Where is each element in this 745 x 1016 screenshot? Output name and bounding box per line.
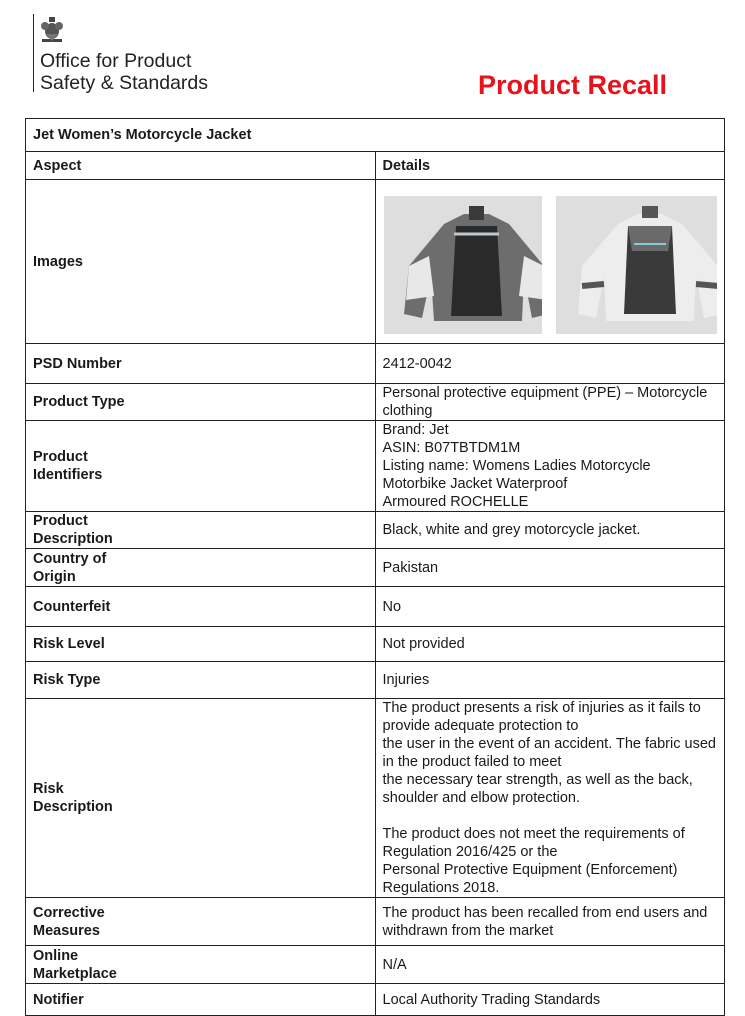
label-line: Country of (33, 550, 107, 567)
organisation-name-line1: Office for Product (40, 50, 192, 72)
product-identifiers-row (26, 421, 725, 512)
psd-number-row (26, 344, 725, 384)
recall-heading: Product Recall (478, 70, 668, 100)
label-line: Description (33, 531, 113, 547)
label-line: Online (33, 947, 79, 964)
jacket-front-photo (384, 196, 542, 334)
paragraph-gap (383, 807, 718, 825)
label-line: Origin (33, 568, 76, 585)
risk-paragraph-line: the user in the event of an accident. The fabric used in the product failed to meet (382, 736, 716, 770)
risk-level-label: Risk Level (26, 627, 376, 662)
royal-crest-icon (38, 14, 66, 44)
country-of-origin-value: Pakistan (375, 549, 725, 587)
product-type-value: Personal protective equipment (PPE) – Motorcycle clothing (375, 384, 725, 421)
images-cell (375, 180, 725, 344)
risk-paragraph-line: the necessary tear strength, as well as the back, shoulder and elbow protection. (382, 772, 693, 806)
identifier-listing-name-cont: Armoured ROCHELLE (382, 494, 529, 510)
organisation-name-line2: Safety & Standards (40, 72, 209, 94)
corrective-measures-label (26, 898, 376, 946)
risk-type-label: Risk Type (26, 662, 376, 699)
risk-description-row (26, 699, 725, 898)
jacket-back-photo (556, 196, 717, 334)
risk-description-label (26, 699, 376, 898)
label-line: Description (33, 799, 113, 815)
counterfeit-row (26, 587, 725, 627)
product-identifiers-label (26, 421, 376, 512)
header-divider (33, 14, 34, 92)
country-of-origin-label (26, 549, 376, 587)
notifier-value: Local Authority Trading Standards (375, 984, 725, 1016)
online-marketplace-label (26, 946, 376, 984)
column-header-details: Details (375, 152, 725, 180)
identifier-listing-name: Listing name: Womens Ladies Motorcycle Motorbike Jacket Waterproof (382, 458, 651, 492)
risk-paragraph-line: Personal Protective Equipment (Enforcement) Regulations 2018. (382, 862, 678, 896)
identifier-brand: Brand: Jet (382, 422, 449, 438)
risk-description-value (375, 699, 725, 898)
label-line: Risk (33, 781, 64, 797)
risk-type-value: Injuries (375, 662, 725, 699)
notifier-row (26, 984, 725, 1016)
risk-paragraph-line: The product does not meet the requirements of Regulation 2016/425 or the (382, 826, 685, 860)
risk-level-row (26, 627, 725, 662)
online-marketplace-row (26, 946, 725, 984)
counterfeit-label: Counterfeit (26, 587, 376, 627)
header-row (26, 152, 725, 180)
organisation-name (40, 50, 208, 94)
recall-details-table (25, 118, 725, 1016)
images-row (26, 180, 725, 344)
label-line: Product (33, 449, 88, 465)
risk-paragraph-line: The product presents a risk of injuries as it fails to provide adequate protection to (382, 700, 701, 734)
page-header (0, 0, 745, 118)
product-title: Jet Women’s Motorcycle Jacket (26, 119, 725, 152)
product-description-row (26, 512, 725, 549)
product-type-row (26, 384, 725, 421)
label-line: Marketplace (33, 965, 117, 982)
product-description-value: Black, white and grey motorcycle jacket. (375, 512, 725, 549)
label-line: Corrective (33, 904, 105, 921)
column-header-aspect: Aspect (26, 152, 376, 180)
risk-level-value: Not provided (375, 627, 725, 662)
title-row (26, 119, 725, 152)
risk-type-row (26, 662, 725, 699)
corrective-measures-value: The product has been recalled from end users and withdrawn from the market (375, 898, 725, 946)
psd-number-label: PSD Number (26, 344, 376, 384)
online-marketplace-value: N/A (375, 946, 725, 984)
label-line: Identifiers (33, 467, 103, 483)
label-line: Measures (33, 922, 100, 939)
label-line: Product (33, 513, 88, 529)
country-of-origin-row (26, 549, 725, 587)
counterfeit-value: No (375, 587, 725, 627)
notifier-label: Notifier (26, 984, 376, 1016)
images-label: Images (26, 180, 376, 344)
identifier-asin: ASIN: B07TBTDM1M (382, 440, 521, 456)
corrective-measures-row (26, 898, 725, 946)
psd-number-value: 2412-0042 (375, 344, 725, 384)
product-identifiers-value (375, 421, 725, 512)
product-type-label: Product Type (26, 384, 376, 421)
product-description-label (26, 512, 376, 549)
